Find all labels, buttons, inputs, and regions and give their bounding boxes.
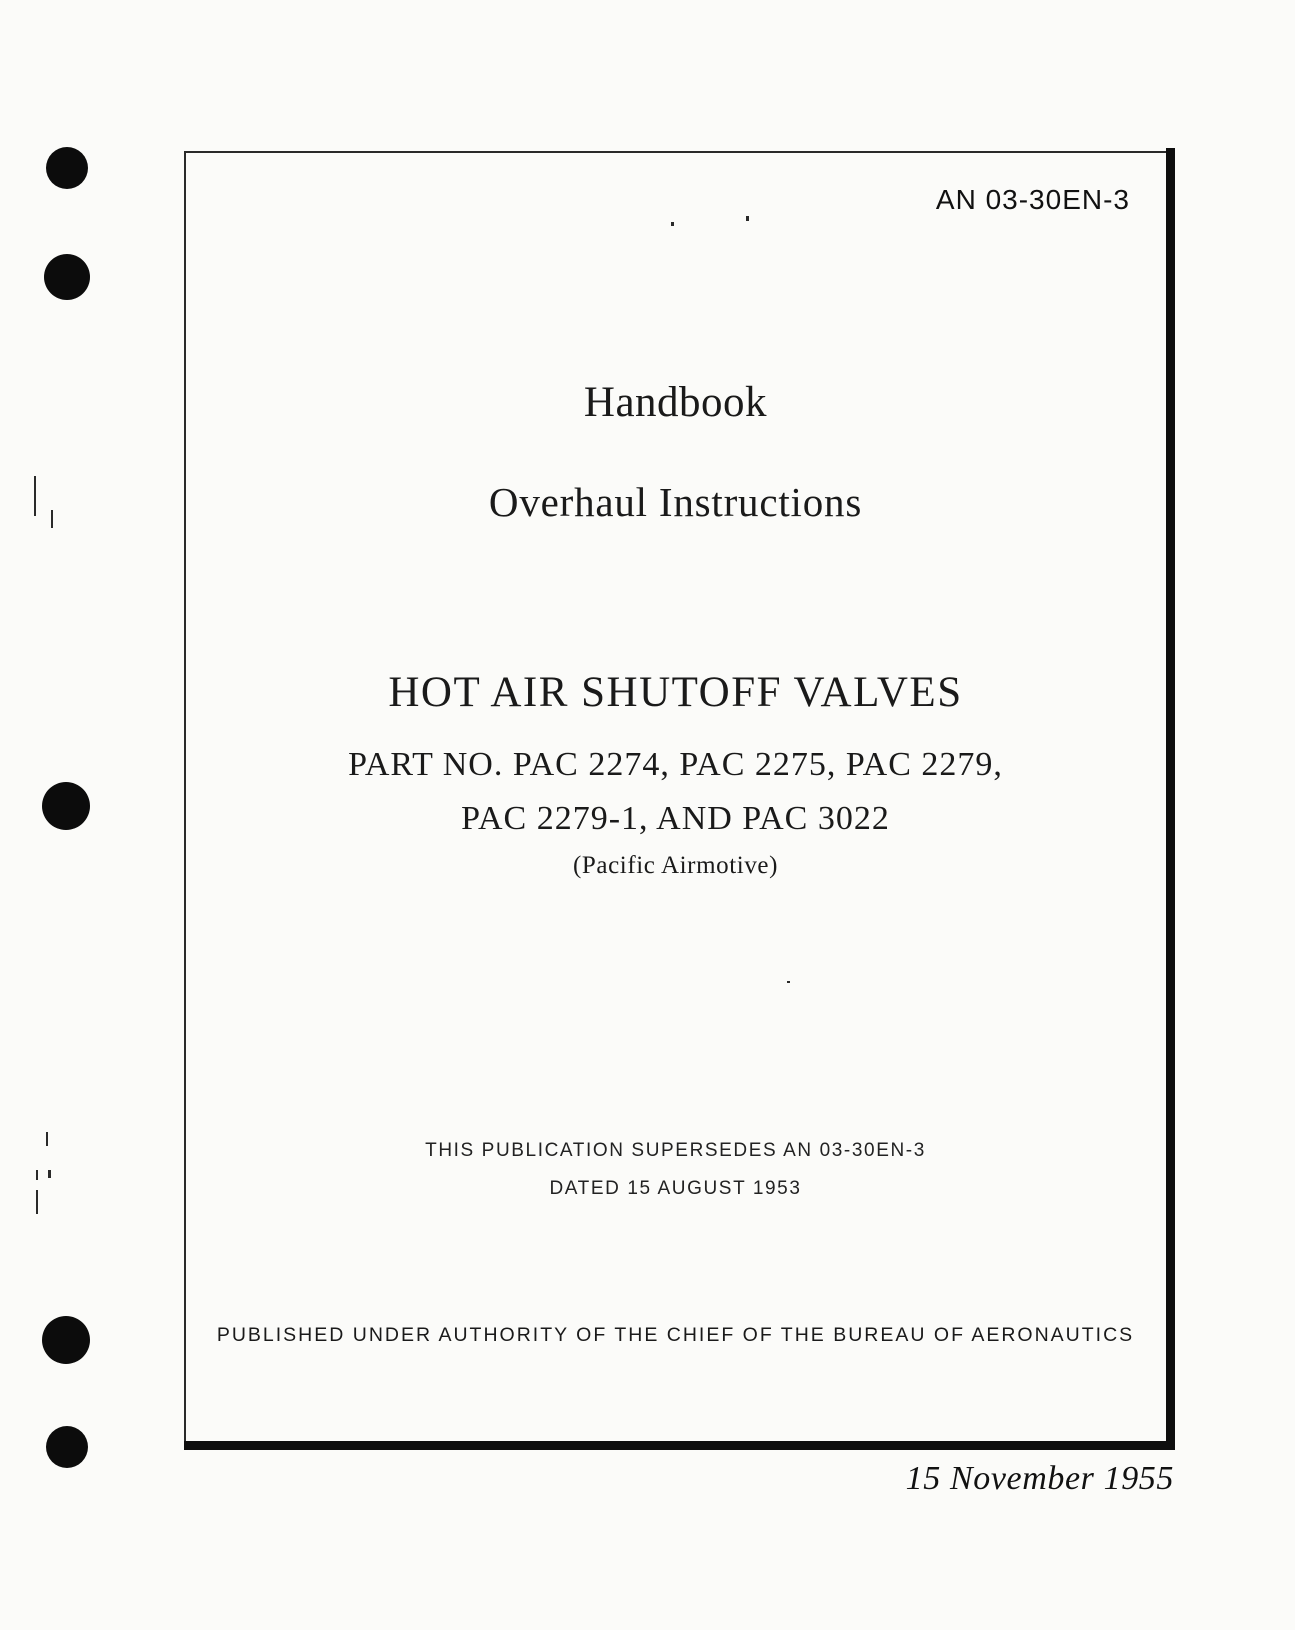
scan-mark	[46, 1132, 48, 1146]
supersedes-notice-line-1: THIS PUBLICATION SUPERSEDES AN 03-30EN-3	[425, 1140, 926, 1161]
part-numbers-line-1: PART NO. PAC 2274, PAC 2275, PAC 2279,	[348, 746, 1003, 783]
binder-hole-5	[46, 1426, 88, 1468]
document-number: AN 03-30EN-3	[935, 184, 1130, 215]
overhaul-instructions-heading: Overhaul Instructions	[488, 479, 863, 525]
scan-mark	[48, 1170, 51, 1178]
publishing-authority: PUBLISHED UNDER AUTHORITY OF THE CHIEF OF THE BUREAU OF AERONAUTICS	[216, 1324, 1135, 1346]
supersedes-notice-line-2: DATED 15 AUGUST 1953	[549, 1178, 802, 1199]
page-frame-right-rule	[1166, 148, 1175, 1450]
binder-hole-3	[42, 782, 90, 830]
binder-hole-1	[46, 147, 88, 189]
binder-hole-4	[42, 1316, 90, 1364]
handbook-heading: Handbook	[583, 379, 768, 426]
scan-mark	[51, 510, 53, 528]
part-numbers-line-2: PAC 2279-1, AND PAC 3022	[461, 800, 890, 837]
scan-mark	[36, 1170, 38, 1180]
publication-date: 15 November 1955	[905, 1460, 1174, 1497]
scan-mark	[34, 476, 36, 516]
scan-mark	[36, 1190, 38, 1214]
manufacturer-name: (Pacific Airmotive)	[572, 852, 779, 879]
page-frame-bottom-rule	[184, 1441, 1175, 1450]
document-title: HOT AIR SHUTOFF VALVES	[388, 669, 963, 716]
binder-hole-2	[44, 254, 90, 300]
page-frame	[184, 151, 1167, 1443]
